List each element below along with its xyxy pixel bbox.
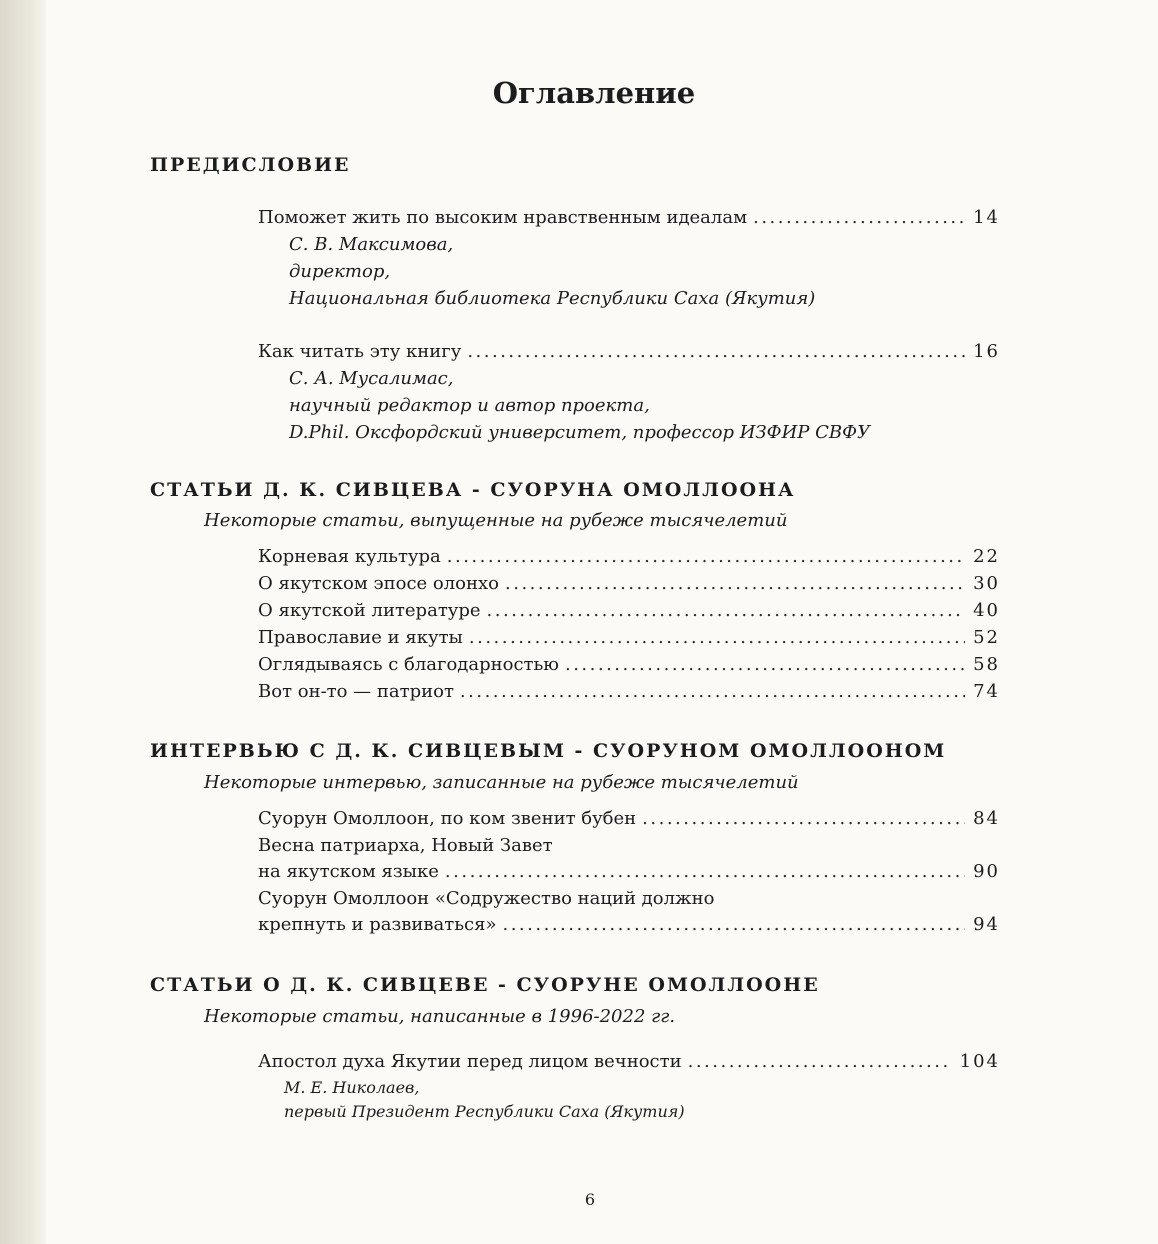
entry-title: Поможет жить по высоким нравственным идеалам [258, 207, 748, 228]
entry-page: 14 [973, 207, 1000, 228]
entry-author-role: первый Президент Республики Саха (Якутия) [284, 1102, 685, 1121]
toc-entry[interactable] [258, 681, 1000, 707]
entry-page: 94 [973, 914, 1000, 935]
entry-title: Как читать эту книгу [258, 341, 462, 362]
toc-entry[interactable] [258, 861, 1000, 887]
section-heading-interviews: ИНТЕРВЬЮ С Д. К. СИВЦЕВЫМ - СУОРУНОМ ОМОЛЛООНОМ [150, 740, 947, 762]
entry-title: крепнуть и развиваться» [258, 914, 497, 935]
dot-leader [505, 573, 965, 594]
toc-entry[interactable] [258, 207, 1000, 233]
entry-title: Православие и якуты [258, 627, 463, 648]
toc-entry[interactable] [258, 1051, 1000, 1077]
toc-entry[interactable] [258, 808, 1000, 834]
entry-author-name: С. В. Максимова, [289, 234, 454, 255]
dot-leader [445, 861, 965, 882]
dot-leader [467, 341, 965, 362]
entry-title: Апостол духа Якутии перед лицом вечности [258, 1051, 682, 1072]
entry-title: на якутском языке [258, 861, 439, 882]
section-heading-preface: ПРЕДИСЛОВИЕ [150, 154, 351, 176]
dot-leader [487, 600, 966, 621]
section-subtitle: Некоторые статьи, написанные в 1996-2022 гг. [204, 1006, 676, 1027]
entry-author-name: С. А. Мусалимас, [289, 368, 454, 389]
entry-author-org: Национальная библиотека Республики Саха (Якутия) [289, 288, 816, 309]
toc-entry[interactable] [258, 600, 1000, 626]
entry-title: Вот он-то — патриот [258, 681, 454, 702]
entry-page: 30 [973, 573, 1000, 594]
section-subtitle: Некоторые статьи, выпущенные на рубеже тысячелетий [204, 510, 788, 531]
dot-leader [502, 914, 965, 935]
entry-title: О якутской литературе [258, 600, 481, 621]
entry-author-role: директор, [289, 261, 391, 282]
dot-leader [753, 207, 965, 228]
dot-leader [688, 1051, 952, 1072]
entry-page: 58 [973, 654, 1000, 675]
entry-title-line1: Суорун Омоллоон «Содружество наций должно [258, 888, 715, 909]
dot-leader [460, 681, 965, 702]
entry-author-role: научный редактор и автор проекта, [289, 395, 650, 416]
entry-page: 22 [973, 546, 1000, 567]
toc-entry[interactable] [258, 627, 1000, 653]
entry-page: 104 [959, 1051, 1000, 1072]
entry-page: 90 [973, 861, 1000, 882]
page-number: 6 [584, 1190, 596, 1209]
toc-entry[interactable] [258, 546, 1000, 572]
entry-title: Суорун Омоллоон, по ком звенит бубен [258, 808, 637, 829]
toc-entry[interactable] [258, 654, 1000, 680]
toc-entry[interactable] [258, 341, 1000, 367]
entry-page: 74 [973, 681, 1000, 702]
page-title: Оглавление [492, 76, 696, 110]
dot-leader [642, 808, 965, 829]
entry-title: Корневая культура [258, 546, 441, 567]
entry-page: 16 [973, 341, 1000, 362]
toc-entry[interactable] [258, 914, 1000, 940]
entry-title: О якутском эпосе олонхо [258, 573, 499, 594]
entry-page: 84 [973, 808, 1000, 829]
entry-author-org: D.Phil. Оксфордский университет, профессор ИЗФИР СВФУ [289, 422, 871, 443]
entry-page: 52 [973, 627, 1000, 648]
toc-entry[interactable] [258, 573, 1000, 599]
entry-title: Оглядываясь с благодарностью [258, 654, 559, 675]
section-heading-articles: СТАТЬИ Д. К. СИВЦЕВА - СУОРУНА ОМОЛЛООНА [150, 479, 796, 501]
entry-page: 40 [973, 600, 1000, 621]
dot-leader [447, 546, 965, 567]
dot-leader [565, 654, 965, 675]
section-subtitle: Некоторые интервью, записанные на рубеже тысячелетий [204, 772, 799, 793]
entry-author-name: М. Е. Николаев, [284, 1078, 420, 1097]
section-heading-about: СТАТЬИ О Д. К. СИВЦЕВЕ - СУОРУНЕ ОМОЛЛООНЕ [150, 974, 820, 996]
entry-title-line1: Весна патриарха, Новый Завет [258, 835, 553, 856]
dot-leader [469, 627, 965, 648]
